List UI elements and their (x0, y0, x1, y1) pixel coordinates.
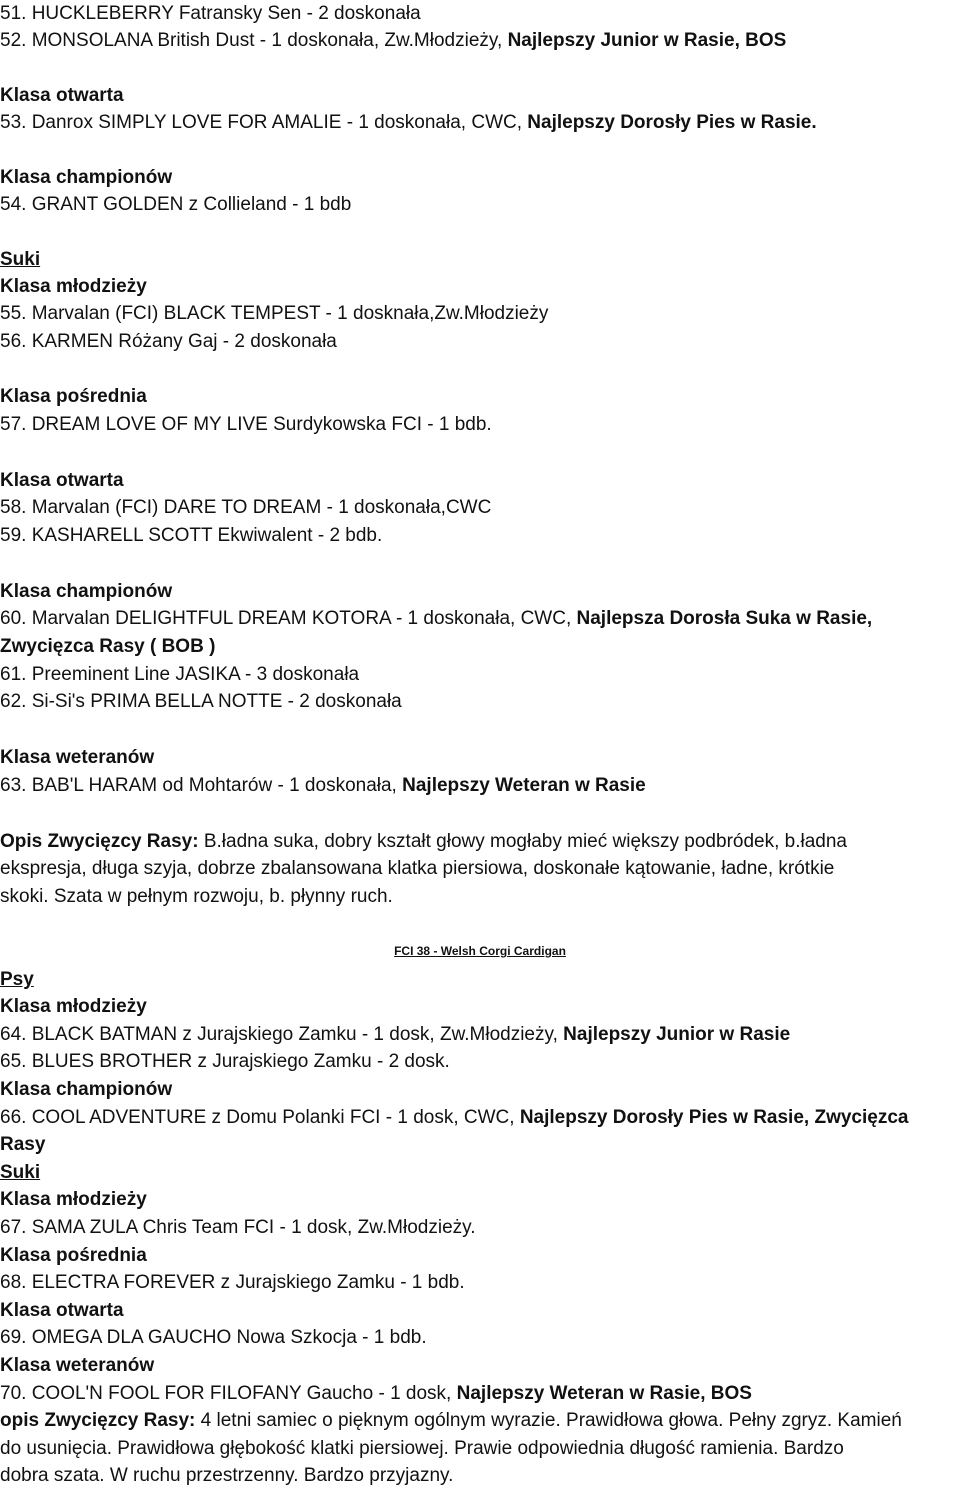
sex-heading-suki: Suki (0, 249, 41, 270)
winner-description-1-line2: ekspresja, długa szyja, dobrze zbalansowana klatka piersiowa, doskonałe kątowanie, ładne, krótkie (0, 858, 835, 879)
winner-description-1-line3: skoki. Szata w pełnym rozwoju, b. płynny ruch. (0, 886, 393, 907)
class-heading-otwarta: Klasa otwarta (0, 85, 124, 106)
class-heading-otwarta-2: Klasa otwarta (0, 470, 124, 491)
entry-53 (0, 109, 817, 136)
entry-68: 68. ELECTRA FOREVER z Jurajskiego Zamku - 1 bdb. (0, 1272, 465, 1293)
class-heading-mlodziezy: Klasa młodzieży (0, 276, 147, 297)
entry-66 (0, 1104, 908, 1131)
class-heading-otwarta-3: Klasa otwarta (0, 1300, 124, 1321)
class-heading-posrednia: Klasa pośrednia (0, 386, 147, 407)
entry-70-text: 70. COOL'N FOOL FOR FILOFANY Gaucho - 1 dosk, (0, 1383, 457, 1404)
entry-62: 62. Si-Si's PRIMA BELLA NOTTE - 2 doskonała (0, 691, 402, 712)
class-heading-mlodziezy-2: Klasa młodzieży (0, 996, 147, 1017)
entry-58: 58. Marvalan (FCI) DARE TO DREAM - 1 doskonała,CWC (0, 497, 492, 518)
entry-70-award: Najlepszy Weteran w Rasie, BOS (456, 1383, 752, 1404)
entry-53-text: 53. Danrox SIMPLY LOVE FOR AMALIE - 1 doskonała, CWC, (0, 112, 528, 133)
winner-description-2 (0, 1407, 902, 1434)
entry-66-text: 66. COOL ADVENTURE z Domu Polanki FCI - 1 dosk, CWC, (0, 1107, 520, 1128)
entry-52-award: Najlepszy Junior w Rasie, BOS (507, 30, 787, 51)
winner-description-2-label: opis Zwycięzcy Rasy: (0, 1410, 196, 1431)
entry-64 (0, 1021, 790, 1048)
entry-64-text: 64. BLACK BATMAN z Jurajskiego Zamku - 1 dosk, Zw.Młodzieży, (0, 1024, 564, 1045)
entry-63-text: 63. BAB'L HARAM od Mohtarów - 1 doskonała, (0, 775, 403, 796)
entry-54: 54. GRANT GOLDEN z Collieland - 1 bdb (0, 194, 352, 215)
winner-description-text: B.ładna suka, dobry kształt głowy mogłaby mieć większy podbródek, b.ładna (198, 831, 847, 852)
winner-description-1 (0, 828, 847, 855)
entry-65: 65. BLUES BROTHER z Jurajskiego Zamku - 2 dosk. (0, 1051, 450, 1072)
sex-heading-suki-2: Suki (0, 1162, 41, 1183)
entry-60 (0, 605, 872, 632)
entry-66-award-cont: Rasy (0, 1134, 46, 1155)
class-heading-posrednia-2: Klasa pośrednia (0, 1245, 147, 1266)
winner-description-2-line3: dobra szata. W ruchu przestrzenny. Bardzo przyjazny. (0, 1465, 454, 1486)
entry-67: 67. SAMA ZULA Chris Team FCI - 1 dosk, Zw.Młodzieży. (0, 1217, 476, 1238)
class-heading-weteranow-2: Klasa weteranów (0, 1355, 155, 1376)
winner-description-2-line2: do usunięcia. Prawidłowa głębokość klatki piersiowej. Prawie odpowiednia długość ramienia. Bardzo (0, 1438, 844, 1459)
class-heading-championow: Klasa championów (0, 167, 173, 188)
class-heading-weteranow: Klasa weteranów (0, 747, 155, 768)
sex-heading-psy: Psy (0, 969, 34, 990)
entry-55: 55. Marvalan (FCI) BLACK TEMPEST - 1 dosknała,Zw.Młodzieży (0, 303, 549, 324)
entry-60-award-cont: Zwycięzca Rasy ( BOB ) (0, 636, 216, 657)
entry-66-award: Najlepszy Dorosły Pies w Rasie, Zwycięzca (519, 1107, 909, 1128)
entry-56: 56. KARMEN Różany Gaj - 2 doskonała (0, 331, 337, 352)
entry-60-award: Najlepsza Dorosła Suka w Rasie, (576, 608, 873, 629)
class-heading-mlodziezy-3: Klasa młodzieży (0, 1189, 147, 1210)
entry-52-text: 52. MONSOLANA British Dust - 1 doskonała, Zw.Młodzieży, (0, 30, 508, 51)
entry-61: 61. Preeminent Line JASIKA - 3 doskonała (0, 664, 360, 685)
entry-70 (0, 1380, 752, 1407)
winner-description-label: Opis Zwycięzcy Rasy: (0, 831, 199, 852)
entry-52 (0, 27, 786, 54)
class-heading-championow-3: Klasa championów (0, 1079, 173, 1100)
entry-64-award: Najlepszy Junior w Rasie (563, 1024, 791, 1045)
winner-description-2-text: 4 letni samiec o pięknym ogólnym wyrazie. Prawidłowa głowa. Pełny zgryz. Kamień (195, 1410, 902, 1431)
entry-63-award: Najlepszy Weteran w Rasie (402, 775, 646, 796)
breed-section-title: FCI 38 - Welsh Corgi Cardigan (394, 944, 566, 958)
entry-57: 57. DREAM LOVE OF MY LIVE Surdykowska FCI - 1 bdb. (0, 414, 492, 435)
entry-63 (0, 772, 646, 799)
entry-60-text: 60. Marvalan DELIGHTFUL DREAM KOTORA - 1 doskonała, CWC, (0, 608, 577, 629)
entry-53-award: Najlepszy Dorosły Pies w Rasie. (527, 112, 817, 133)
class-heading-championow-2: Klasa championów (0, 581, 173, 602)
entry-51: 51. HUCKLEBERRY Fatransky Sen - 2 doskonała (0, 3, 421, 24)
entry-69: 69. OMEGA DLA GAUCHO Nowa Szkocja - 1 bdb. (0, 1327, 427, 1348)
entry-59: 59. KASHARELL SCOTT Ekwiwalent - 2 bdb. (0, 525, 383, 546)
